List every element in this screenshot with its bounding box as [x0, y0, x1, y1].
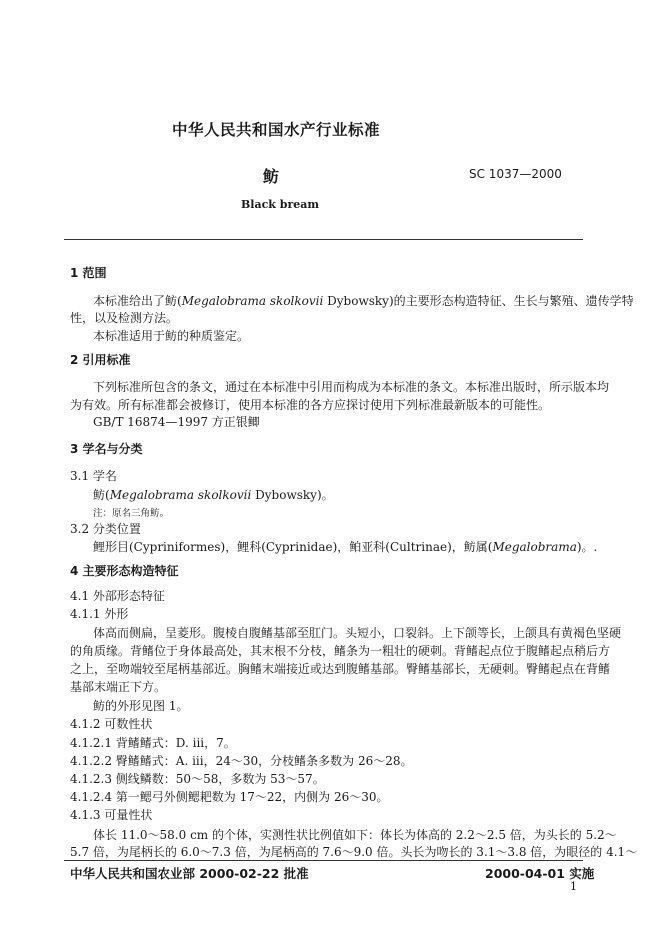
subsection-heading: 4.1.3 可量性状 [70, 808, 153, 822]
subsection-heading: 4.1.2 可数性状 [70, 717, 153, 731]
paragraph: 为有效。所有标准都会被修订，使用本标准的各方应探讨使用下列标准最新版本的可能性。 [70, 398, 551, 412]
standard-title-en: Black bream [241, 198, 320, 211]
effective-line: 2000-04-01 实施 [485, 866, 595, 881]
list-item: 4.1.2.3 侧线鳞数：50～58，多数为 53～57。 [70, 772, 325, 786]
section-heading: 3 学名与分类 [70, 442, 143, 456]
approval-line: 中华人民共和国农业部 2000-02-22 批准 [70, 866, 309, 881]
paragraph: 本标准给出了鲂(Megalobrama skolkovii Dybowsky)的主要形态构造特征、生长与繁殖、遗传学特 [93, 294, 634, 308]
issuing-body: 中华人民共和国水产行业标准 [172, 121, 381, 139]
list-item: 4.1.2.4 第一鳃弓外侧鳃耙数为 17～22，内侧为 26～30。 [70, 790, 389, 804]
paragraph: 鲤形目(Cypriniformes)，鲤科(Cyprinidae)，鲌亚科(Cultrinae)，鲂属(Megalobrama)。. [93, 540, 598, 554]
paragraph: 体高而侧扁，呈菱形。腹棱自腹鳍基部至肛门。头短小，口裂斜。上下颌等长，上颌具有黄褐色坚硬 [93, 626, 622, 640]
subsection-heading: 4.1 外部形态特征 [70, 589, 165, 603]
figure-reference: 鲂的外形见图 1。 [93, 699, 189, 713]
reference: GB/T 16874—1997 方正银鲫 [93, 415, 260, 429]
scientific-name: Megalobrama skolkovii [181, 294, 324, 308]
header-rule [64, 239, 583, 240]
paragraph: 体长 11.0～58.0 cm 的个体，实测性状比例值如下：体长为体高的 2.2～2.5 倍，为头长的 5.2～ [93, 828, 617, 842]
paragraph: 下列标准所包含的条文，通过在本标准中引用而构成为本标准的条文。本标准出版时，所示版本均 [93, 380, 610, 394]
scientific-name: Megalobrama [492, 540, 577, 554]
standard-title-cn: 鲂 [263, 167, 280, 186]
paragraph: 的角质缘。背鳍位于身体最高处，其末根不分枝，鳍条为一粗壮的硬刺。背鳍起点位于腹鳍起点稍后方 [70, 644, 611, 658]
list-item: 4.1.2.1 背鳍鳍式：D. iii，7。 [70, 736, 236, 750]
list-item: 4.1.2.2 臀鳍鳍式：A. iii，24～30，分枝鳍条多数为 26～28。 [70, 754, 413, 768]
footer-rule [64, 860, 583, 861]
paragraph: 之上，至吻端较至尾柄基部近。胸鳍末端接近或达到腹鳍基部。臀鳍基部长，无硬刺。臀鳍起点在背鳍 [70, 662, 611, 676]
section-heading: 1 范围 [70, 266, 107, 280]
subsection-heading: 3.2 分类位置 [70, 522, 141, 536]
paragraph: 5.7 倍，为尾柄长的 6.0～7.3 倍，为尾柄高的 7.6～9.0 倍。头长为吻长的 3.1～3.8 倍，为眼径的 4.1～ [70, 845, 638, 859]
standard-code: SC 1037—2000 [469, 167, 562, 181]
note: 注：原名三角鲂。 [93, 508, 170, 519]
paragraph: 性，以及检测方法。 [70, 311, 179, 325]
paragraph: 鲂(Megalobrama skolkovii Dybowsky)。 [93, 488, 334, 502]
subsection-heading: 3.1 学名 [70, 469, 117, 483]
section-heading: 2 引用标准 [70, 353, 131, 367]
subsection-heading: 4.1.1 外形 [70, 607, 129, 621]
paragraph: 基部末端正下方。 [70, 680, 167, 694]
section-heading: 4 主要形态构造特征 [70, 564, 179, 578]
paragraph: 本标准适用于鲂的种质鉴定。 [93, 329, 250, 343]
scientific-name: Megalobrama skolkovii [109, 488, 252, 502]
page-number: 1 [570, 880, 577, 893]
